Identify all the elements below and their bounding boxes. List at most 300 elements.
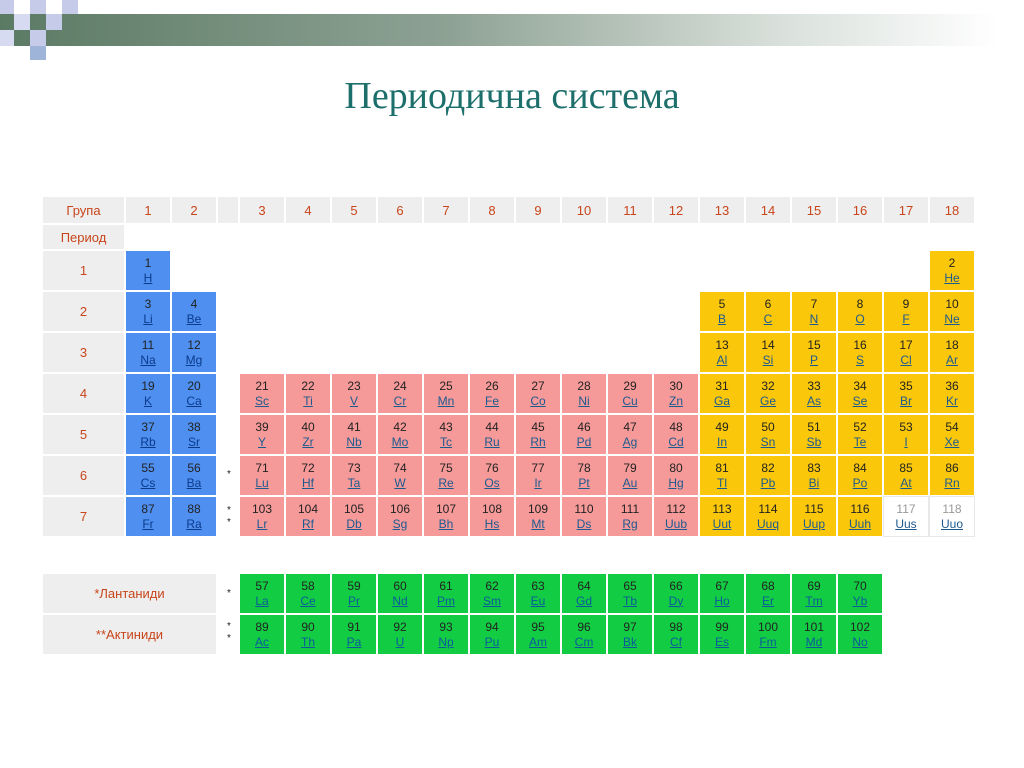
element-cell-rn[interactable] (929, 455, 975, 496)
element-symbol-link[interactable]: Sc (254, 393, 269, 408)
element-symbol-link[interactable]: Cl (900, 352, 912, 367)
period-number-1 (42, 250, 125, 291)
element-symbol-link[interactable]: Xe (944, 434, 960, 449)
element-symbol-link[interactable]: Be (186, 311, 202, 326)
element-symbol-link[interactable]: Au (622, 475, 638, 490)
element-symbol-link[interactable]: Rg (622, 516, 638, 531)
element-cell-sc[interactable] (239, 373, 285, 414)
element-symbol-link[interactable]: Ds (576, 516, 592, 531)
element-symbol-link[interactable]: Uuh (848, 516, 871, 531)
element-cell-re[interactable] (423, 455, 469, 496)
element-cell-sb[interactable] (791, 414, 837, 455)
element-cell-fe[interactable] (469, 373, 515, 414)
element-cell-xe[interactable] (929, 414, 975, 455)
element-symbol-link[interactable]: B (717, 311, 726, 326)
element-symbol-link[interactable]: Uut (712, 516, 732, 531)
element-symbol-link[interactable]: Se (852, 393, 868, 408)
element-cell-eu[interactable] (515, 573, 561, 614)
element-symbol-link[interactable]: Fr (142, 516, 154, 531)
element-cell-bi[interactable] (791, 455, 837, 496)
atomic-number: 11 (141, 337, 155, 352)
element-symbol-link[interactable]: Y (257, 434, 266, 449)
element-cell-cr[interactable] (377, 373, 423, 414)
atomic-number: 99 (715, 619, 729, 634)
element-cell-hs[interactable] (469, 496, 515, 537)
actinides-label (42, 614, 217, 655)
element-cell-co[interactable] (515, 373, 561, 414)
element-cell-cd[interactable] (653, 414, 699, 455)
element-cell-c[interactable] (745, 291, 791, 332)
period-number-text: 4 (79, 386, 88, 401)
element-cell-ca[interactable] (171, 373, 217, 414)
element-symbol-link[interactable]: Ca (186, 393, 202, 408)
atomic-number: 79 (623, 460, 637, 475)
element-symbol-link[interactable]: Lr (256, 516, 268, 531)
element-cell-ho[interactable] (699, 573, 745, 614)
element-symbol-link[interactable]: Te (853, 434, 867, 449)
atomic-number: 46 (577, 419, 591, 434)
atomic-number: 88 (187, 501, 201, 516)
element-cell-yb[interactable] (837, 573, 883, 614)
element-symbol-link[interactable]: Sb (806, 434, 822, 449)
element-symbol-link[interactable]: Bh (438, 516, 454, 531)
element-cell-uub[interactable] (653, 496, 699, 537)
element-symbol-link[interactable]: Ba (186, 475, 202, 490)
element-symbol-link[interactable]: Rn (944, 475, 960, 490)
element-cell-n[interactable] (791, 291, 837, 332)
element-cell-er[interactable] (745, 573, 791, 614)
element-cell-f[interactable] (883, 291, 929, 332)
element-symbol-link[interactable]: Cs (140, 475, 156, 490)
element-symbol-link[interactable]: Nd (392, 593, 408, 608)
element-cell-os[interactable] (469, 455, 515, 496)
atomic-number: 50 (761, 419, 775, 434)
element-cell-md[interactable] (791, 614, 837, 655)
group-number-15 (791, 196, 837, 224)
element-symbol-link[interactable]: Ar (946, 352, 958, 367)
element-symbol-link[interactable]: V (349, 393, 358, 408)
element-cell-rb[interactable] (125, 414, 171, 455)
element-symbol-link[interactable]: Mg (185, 352, 203, 367)
element-symbol-link[interactable]: Rb (140, 434, 156, 449)
element-cell-ga[interactable] (699, 373, 745, 414)
element-symbol-link[interactable]: Ce (300, 593, 316, 608)
element-cell-ba[interactable] (171, 455, 217, 496)
element-symbol-link[interactable]: Th (300, 634, 315, 649)
element-symbol-link[interactable]: Sn (760, 434, 776, 449)
element-cell-se[interactable] (837, 373, 883, 414)
element-symbol-link[interactable]: Cr (393, 393, 407, 408)
element-symbol-link[interactable]: Gd (575, 593, 592, 608)
element-symbol-link[interactable]: La (255, 593, 269, 608)
atomic-number: 5 (718, 296, 726, 311)
element-cell-o[interactable] (837, 291, 883, 332)
atomic-number: 80 (669, 460, 683, 475)
element-cell-tb[interactable] (607, 573, 653, 614)
element-symbol-link[interactable]: Pb (760, 475, 776, 490)
atomic-number: 9 (902, 296, 910, 311)
element-cell-zn[interactable] (653, 373, 699, 414)
element-cell-cm[interactable] (561, 614, 607, 655)
element-cell-ge[interactable] (745, 373, 791, 414)
atomic-number: 43 (439, 419, 453, 434)
element-cell-uut[interactable] (699, 496, 745, 537)
element-cell-ce[interactable] (285, 573, 331, 614)
atomic-number: 61 (439, 578, 453, 593)
element-cell-rf[interactable] (285, 496, 331, 537)
element-cell-h[interactable] (125, 250, 171, 291)
element-symbol-link[interactable]: Co (530, 393, 546, 408)
element-symbol-link[interactable]: Po (852, 475, 868, 490)
atomic-number: 93 (439, 619, 453, 634)
atomic-number: 113 (712, 501, 732, 516)
element-cell-p[interactable] (791, 332, 837, 373)
element-cell-kr[interactable] (929, 373, 975, 414)
element-cell-la[interactable] (239, 573, 285, 614)
element-cell-at[interactable] (883, 455, 929, 496)
element-symbol-link[interactable]: Ti (303, 393, 313, 408)
group-number-3 (239, 196, 285, 224)
element-symbol-link[interactable]: Re (438, 475, 454, 490)
period-number-text: 5 (79, 427, 88, 442)
header-spacer (217, 196, 239, 224)
group-number-2 (171, 196, 217, 224)
group-number-8 (469, 196, 515, 224)
element-cell-li[interactable] (125, 291, 171, 332)
element-symbol-link[interactable]: Pu (484, 634, 500, 649)
element-cell-br[interactable] (883, 373, 929, 414)
atomic-number: 20 (187, 378, 201, 393)
element-cell-ru[interactable] (469, 414, 515, 455)
element-symbol-link[interactable]: Pm (437, 593, 455, 608)
period-number-4 (42, 373, 125, 414)
element-symbol-link[interactable]: Rh (530, 434, 546, 449)
element-symbol-link[interactable]: Br (900, 393, 912, 408)
element-cell-ti[interactable] (285, 373, 331, 414)
element-cell-k[interactable] (125, 373, 171, 414)
group-number-text: 15 (806, 202, 822, 218)
element-cell-ni[interactable] (561, 373, 607, 414)
period-number-6 (42, 455, 125, 496)
element-cell-w[interactable] (377, 455, 423, 496)
atomic-number: 75 (439, 460, 453, 475)
element-cell-as[interactable] (791, 373, 837, 414)
element-cell-uup[interactable] (791, 496, 837, 537)
element-cell-be[interactable] (171, 291, 217, 332)
atomic-number: 85 (899, 460, 913, 475)
element-symbol-link[interactable]: Cd (668, 434, 684, 449)
element-symbol-link[interactable]: Zn (668, 393, 683, 408)
element-cell-uuq[interactable] (745, 496, 791, 537)
element-symbol-link[interactable]: Pt (578, 475, 590, 490)
element-cell-u[interactable] (377, 614, 423, 655)
element-cell-na[interactable] (125, 332, 171, 373)
element-cell-tl[interactable] (699, 455, 745, 496)
element-cell-pm[interactable] (423, 573, 469, 614)
element-cell-np[interactable] (423, 614, 469, 655)
element-cell-ds[interactable] (561, 496, 607, 537)
group-number-12 (653, 196, 699, 224)
element-symbol-link[interactable]: Si (762, 352, 774, 367)
element-cell-uus[interactable] (883, 496, 929, 537)
element-cell-mg[interactable] (171, 332, 217, 373)
element-symbol-link[interactable]: Al (716, 352, 728, 367)
atomic-number: 103 (251, 501, 273, 516)
element-cell-mt[interactable] (515, 496, 561, 537)
element-symbol-link[interactable]: Cm (574, 634, 594, 649)
element-cell-nd[interactable] (377, 573, 423, 614)
element-symbol-link[interactable]: S (855, 352, 864, 367)
element-cell-hf[interactable] (285, 455, 331, 496)
element-cell-mo[interactable] (377, 414, 423, 455)
element-cell-pr[interactable] (331, 573, 377, 614)
element-symbol-link[interactable]: Na (140, 352, 156, 367)
element-symbol-link[interactable]: N (809, 311, 819, 326)
lanthanides-label (42, 573, 217, 614)
element-symbol-link[interactable]: Nb (346, 434, 362, 449)
element-cell-ta[interactable] (331, 455, 377, 496)
group-number-text: 1 (144, 202, 152, 218)
element-symbol-link[interactable]: U (395, 634, 405, 649)
atomic-number: 13 (715, 337, 729, 352)
element-cell-si[interactable] (745, 332, 791, 373)
element-cell-rg[interactable] (607, 496, 653, 537)
element-symbol-link[interactable]: Ne (944, 311, 960, 326)
atomic-number: 84 (853, 460, 867, 475)
group-number-4 (285, 196, 331, 224)
element-symbol-link[interactable]: Hs (484, 516, 500, 531)
element-symbol-link[interactable]: Dy (668, 593, 684, 608)
element-cell-no[interactable] (837, 614, 883, 655)
element-symbol-link[interactable]: I (904, 434, 908, 449)
period-number-3 (42, 332, 125, 373)
element-cell-es[interactable] (699, 614, 745, 655)
element-cell-in[interactable] (699, 414, 745, 455)
element-cell-cs[interactable] (125, 455, 171, 496)
element-cell-am[interactable] (515, 614, 561, 655)
group-number-16 (837, 196, 883, 224)
element-symbol-link[interactable]: K (143, 393, 152, 408)
atomic-number: 10 (945, 296, 959, 311)
element-symbol-link[interactable]: Es (714, 634, 729, 649)
group-header-text: Група (66, 202, 101, 218)
element-cell-pa[interactable] (331, 614, 377, 655)
element-cell-zr[interactable] (285, 414, 331, 455)
element-cell-ar[interactable] (929, 332, 975, 373)
element-symbol-link[interactable]: Er (762, 593, 774, 608)
element-symbol-link[interactable]: Uuq (756, 516, 779, 531)
atomic-number: 26 (485, 378, 499, 393)
atomic-number: 51 (807, 419, 821, 434)
element-symbol-link[interactable]: Db (346, 516, 362, 531)
element-symbol-link[interactable]: Cf (670, 634, 682, 649)
element-symbol-link[interactable]: Tc (440, 434, 452, 449)
element-symbol-link[interactable]: Hg (668, 475, 684, 490)
element-symbol-link[interactable]: Np (438, 634, 454, 649)
element-cell-nb[interactable] (331, 414, 377, 455)
element-symbol-link[interactable]: Sr (188, 434, 200, 449)
element-symbol-link[interactable]: C (763, 311, 773, 326)
atomic-number: 57 (255, 578, 269, 593)
atomic-number: 33 (807, 378, 821, 393)
element-symbol-link[interactable]: Li (143, 311, 153, 326)
group-number-17 (883, 196, 929, 224)
element-symbol-link[interactable]: Pa (346, 634, 362, 649)
element-cell-fm[interactable] (745, 614, 791, 655)
element-cell-y[interactable] (239, 414, 285, 455)
element-cell-mn[interactable] (423, 373, 469, 414)
element-cell-s[interactable] (837, 332, 883, 373)
element-symbol-link[interactable]: Mt (531, 516, 545, 531)
element-symbol-link[interactable]: Zr (302, 434, 314, 449)
group-number-text: 7 (442, 202, 450, 218)
element-cell-bk[interactable] (607, 614, 653, 655)
element-symbol-link[interactable]: W (394, 475, 406, 490)
element-symbol-link[interactable]: Ta (347, 475, 361, 490)
atomic-number: 45 (531, 419, 545, 434)
atomic-number: 115 (804, 501, 824, 516)
element-cell-rh[interactable] (515, 414, 561, 455)
element-symbol-link[interactable]: Hf (302, 475, 314, 490)
element-cell-th[interactable] (285, 614, 331, 655)
element-symbol-link[interactable]: Uus (895, 516, 917, 531)
element-symbol-link[interactable]: Pd (576, 434, 592, 449)
element-symbol-link[interactable]: Mo (391, 434, 409, 449)
element-cell-uuo[interactable] (929, 496, 975, 537)
element-symbol-link[interactable]: Ir (534, 475, 542, 490)
atomic-number: 96 (577, 619, 591, 634)
element-symbol-link[interactable]: Uub (664, 516, 687, 531)
element-symbol-link[interactable]: H (143, 270, 153, 285)
group-number-10 (561, 196, 607, 224)
atomic-number: 90 (301, 619, 315, 634)
element-symbol-link[interactable]: Md (805, 634, 823, 649)
element-cell-ac[interactable] (239, 614, 285, 655)
element-symbol-link[interactable]: Bk (622, 634, 637, 649)
element-cell-cf[interactable] (653, 614, 699, 655)
element-cell-pt[interactable] (561, 455, 607, 496)
element-cell-he[interactable] (929, 250, 975, 291)
element-symbol-link[interactable]: Fm (759, 634, 777, 649)
atomic-number: 30 (669, 378, 683, 393)
element-symbol-link[interactable]: Mn (437, 393, 455, 408)
element-symbol-link[interactable]: Ru (484, 434, 500, 449)
element-cell-po[interactable] (837, 455, 883, 496)
element-cell-tm[interactable] (791, 573, 837, 614)
element-cell-b[interactable] (699, 291, 745, 332)
element-cell-au[interactable] (607, 455, 653, 496)
element-cell-i[interactable] (883, 414, 929, 455)
element-cell-sn[interactable] (745, 414, 791, 455)
element-cell-tc[interactable] (423, 414, 469, 455)
element-symbol-link[interactable]: Ni (578, 393, 590, 408)
element-symbol-link[interactable]: Pr (348, 593, 360, 608)
element-symbol-link[interactable]: Uuo (940, 516, 963, 531)
element-symbol-link[interactable]: Kr (946, 393, 958, 408)
atomic-number: 36 (945, 378, 959, 393)
element-cell-dy[interactable] (653, 573, 699, 614)
element-symbol-link[interactable]: P (809, 352, 818, 367)
element-cell-lr[interactable] (239, 496, 285, 537)
element-cell-cu[interactable] (607, 373, 653, 414)
element-symbol-link[interactable]: Lu (255, 475, 269, 490)
element-symbol-link[interactable]: Ga (713, 393, 730, 408)
element-symbol-link[interactable]: Tm (805, 593, 823, 608)
element-symbol-link[interactable]: Uup (802, 516, 825, 531)
element-cell-uuh[interactable] (837, 496, 883, 537)
element-cell-ne[interactable] (929, 291, 975, 332)
element-symbol-link[interactable]: As (806, 393, 821, 408)
atomic-number: 14 (761, 337, 775, 352)
element-cell-al[interactable] (699, 332, 745, 373)
element-symbol-link[interactable]: Yb (852, 593, 868, 608)
group-number-text: 18 (944, 202, 960, 218)
element-symbol-link[interactable]: Os (484, 475, 500, 490)
element-symbol-link[interactable]: Ag (622, 434, 638, 449)
element-symbol-link[interactable]: Sm (483, 593, 501, 608)
element-symbol-link[interactable]: Eu (530, 593, 546, 608)
element-cell-fr[interactable] (125, 496, 171, 537)
element-symbol-link[interactable]: Ge (759, 393, 776, 408)
element-symbol-link[interactable]: Fe (484, 393, 499, 408)
atomic-number: 2 (948, 255, 956, 270)
element-cell-lu[interactable] (239, 455, 285, 496)
element-cell-ra[interactable] (171, 496, 217, 537)
element-symbol-link[interactable]: F (902, 311, 910, 326)
atomic-number: 92 (393, 619, 407, 634)
atomic-number: 67 (715, 578, 729, 593)
element-symbol-link[interactable]: Cu (622, 393, 638, 408)
atomic-number: 60 (393, 578, 407, 593)
element-cell-gd[interactable] (561, 573, 607, 614)
atomic-number: 108 (481, 501, 503, 516)
element-cell-sr[interactable] (171, 414, 217, 455)
element-symbol-link[interactable]: Ac (254, 634, 269, 649)
element-cell-hg[interactable] (653, 455, 699, 496)
element-cell-sm[interactable] (469, 573, 515, 614)
element-symbol-link[interactable]: He (944, 270, 960, 285)
element-cell-ir[interactable] (515, 455, 561, 496)
element-cell-bh[interactable] (423, 496, 469, 537)
element-symbol-link[interactable]: Tl (717, 475, 727, 490)
element-symbol-link[interactable]: Ho (714, 593, 730, 608)
element-cell-ag[interactable] (607, 414, 653, 455)
element-symbol-link[interactable]: At (900, 475, 912, 490)
element-symbol-link[interactable]: O (855, 311, 865, 326)
element-symbol-link[interactable]: Bi (808, 475, 820, 490)
element-symbol-link[interactable]: Ra (186, 516, 202, 531)
group-header-label (42, 196, 125, 224)
element-symbol-link[interactable]: Am (529, 634, 547, 649)
element-cell-cl[interactable] (883, 332, 929, 373)
element-symbol-link[interactable]: Tb (622, 593, 637, 608)
element-symbol-link[interactable]: In (716, 434, 727, 449)
element-cell-sg[interactable] (377, 496, 423, 537)
element-cell-db[interactable] (331, 496, 377, 537)
element-symbol-link[interactable]: No (852, 634, 868, 649)
atomic-number: 58 (301, 578, 315, 593)
element-symbol-link[interactable]: Rf (302, 516, 314, 531)
element-cell-te[interactable] (837, 414, 883, 455)
element-cell-v[interactable] (331, 373, 377, 414)
slide-title: Периодична система (344, 75, 680, 117)
element-symbol-link[interactable]: Sg (392, 516, 408, 531)
decoration-square (14, 14, 30, 30)
element-cell-pb[interactable] (745, 455, 791, 496)
atomic-number: 27 (531, 378, 545, 393)
element-cell-pu[interactable] (469, 614, 515, 655)
element-cell-pd[interactable] (561, 414, 607, 455)
